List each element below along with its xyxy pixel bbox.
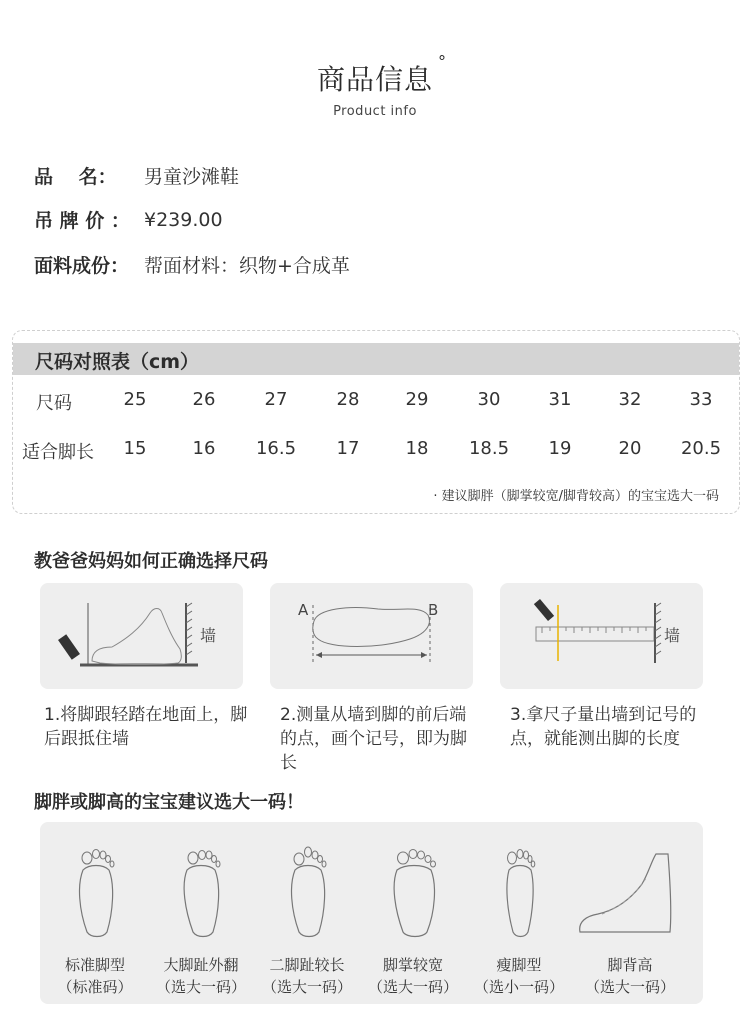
step-3-text: 3.拿尺子量出墙到记号的点，就能测出脚的长度 [510,705,697,749]
advice-title: 脚胖或脚高的宝宝建议选大一码！ [34,792,304,813]
long-second-toe-foot-icon [277,840,337,940]
guide-title: 教爸爸妈妈如何正确选择尺码 [34,551,268,572]
size-chart-title: 尺码对照表（cm） [35,351,200,373]
wide-foot-icon [383,840,443,940]
size-cell: 31 [548,389,572,410]
product-material-label: 面料成份： [34,255,130,277]
foot-type-advice: （选小一码） [473,978,564,996]
foot-type-name: 脚背高 [607,956,653,974]
foot-outline-measure-icon [270,583,473,689]
length-row [13,438,739,468]
foot-type-name: 标准脚型 [64,956,125,974]
foot-type-advice: （选大一码） [367,978,458,996]
product-name-row [34,162,239,189]
size-cell: 32 [618,389,642,410]
step-2-text: 2.测量从墙到脚的前后端的点，画个记号，即为脚长 [280,705,467,773]
foot-type-name: 二脚趾较长 [269,956,345,974]
length-cell: 15 [123,438,147,459]
wall-label: 墙 [200,626,217,645]
size-row-label: 尺码 [36,393,72,414]
size-cell: 33 [689,389,713,410]
size-chart [12,330,740,514]
length-cell: 16 [192,438,216,459]
wall-label: 墙 [664,626,681,645]
title-mark: ° [438,52,447,71]
size-row [13,389,739,419]
product-price-row [34,206,223,233]
length-cell: 20 [618,438,642,459]
step-1-text: 1.将脚跟轻踏在地面上，脚后跟抵住墙 [44,705,248,749]
page-title [316,52,447,98]
length-cell: 18 [405,438,429,459]
ruler-measure-icon [500,583,703,689]
length-cell: 20.5 [680,438,722,459]
product-price-value: ¥239.00 [144,208,223,231]
size-cell: 30 [477,389,501,410]
high-instep-foot-icon [572,840,682,940]
length-cell: 16.5 [255,438,297,459]
step-2-illustration [270,583,473,689]
size-cell: 28 [336,389,360,410]
foot-type-name: 瘦脚型 [496,956,542,974]
length-cell: 18.5 [468,438,510,459]
product-name-value: 男童沙滩鞋 [144,166,240,188]
foot-type-advice: （选大一码） [155,978,246,996]
foot-type-advice: （选大一码） [584,978,675,996]
size-cell: 25 [123,389,147,410]
foot-type-advice: （选大一码） [261,978,352,996]
step-1-illustration [40,583,243,689]
product-name-label: 品 名： [34,166,117,188]
product-price-label: 吊 牌 价 ： [34,210,130,232]
bunion-foot-icon [171,840,231,940]
point-a-label: A [298,601,309,619]
foot-type-advice: （标准码） [57,978,133,996]
page-title-block [0,52,750,119]
product-material-value: 帮面材料：织物+合成革 [144,255,350,277]
length-cell: 19 [548,438,572,459]
foot-type-name: 大脚趾外翻 [163,956,239,974]
size-chart-header [13,343,739,375]
size-cell: 29 [405,389,429,410]
point-b-label: B [428,601,439,619]
length-row-label: 适合脚长 [22,442,94,463]
size-cell: 27 [264,389,288,410]
foot-types-panel [40,822,703,1004]
size-chart-note: · 建议脚胖（脚掌较宽/脚背较高）的宝宝选大一码 [433,489,719,504]
heel-against-wall-icon [40,583,243,689]
page-subtitle: Product info [333,104,417,119]
product-material-row [34,251,350,278]
length-cell: 17 [336,438,360,459]
size-cell: 26 [192,389,216,410]
step-3-illustration [500,583,703,689]
slim-foot-icon [489,840,549,940]
page-title-text: 商品信息 [316,63,433,96]
standard-foot-icon [65,840,125,940]
foot-type-name: 脚掌较宽 [382,956,443,974]
